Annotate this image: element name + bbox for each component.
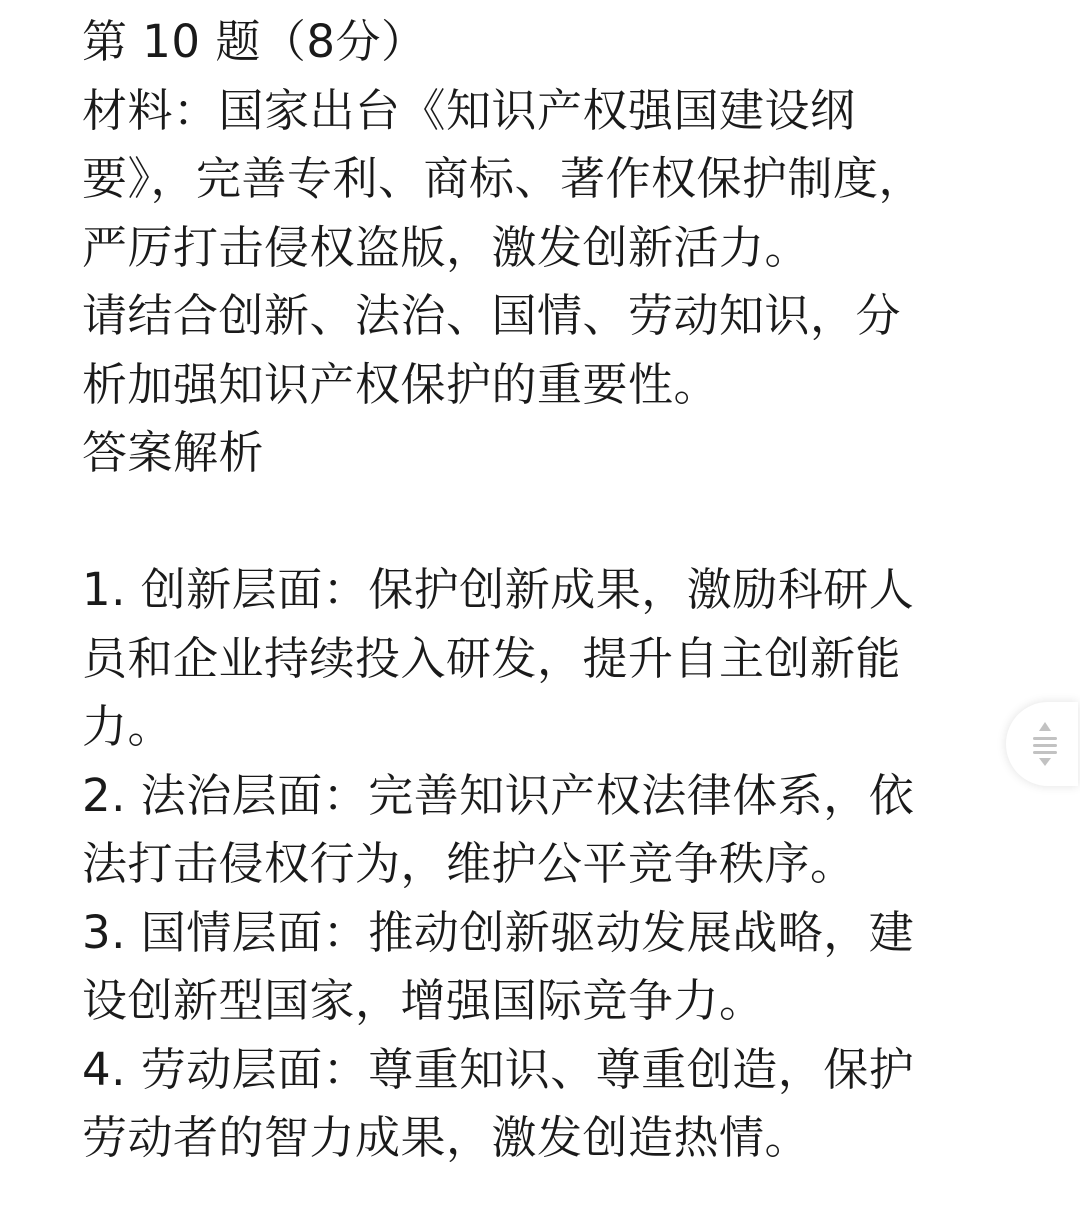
answer-line: 设创新型国家，增强国际竞争力。: [82, 974, 765, 1027]
material-line: 材料：国家出台《知识产权强国建设纲: [82, 83, 856, 137]
question-title: 第 10 题（8分）: [82, 15, 427, 68]
answer-line: 员和企业持续投入研发，提升自主创新能: [82, 631, 902, 685]
answer-line: 3. 国情层面：推动创新驱动发展战略，建: [82, 905, 915, 959]
answer-line: 4. 劳动层面：尊重知识、尊重创造，保护: [82, 1042, 915, 1096]
prompt-line: 请结合创新、法治、国情、劳动知识，分: [82, 289, 902, 342]
answer-line: 1. 创新层面：保护创新成果，激励科研人: [82, 563, 915, 616]
answer-line: 劳动者的智力成果，激发创造热情。: [82, 1111, 811, 1164]
answer-line: 2. 法治层面：完善知识产权法律体系，依: [82, 768, 915, 822]
material-line: 严厉打击侵权盗版，激发创新活力。: [82, 220, 811, 274]
answer-line: 法打击侵权行为，维护公平竞争秩序。: [82, 837, 856, 890]
material-line: 要》，完善专利、商标、著作权保护制度，: [82, 152, 925, 205]
blank-spacer: [82, 488, 1042, 557]
prompt-line: 析加强知识产权保护的重要性。: [82, 357, 720, 411]
scroll-handle-icon: [1031, 720, 1059, 768]
document-body: [82, 8, 1042, 1173]
answer-heading: 答案解析: [82, 426, 265, 479]
answer-line: 力。: [82, 700, 174, 753]
